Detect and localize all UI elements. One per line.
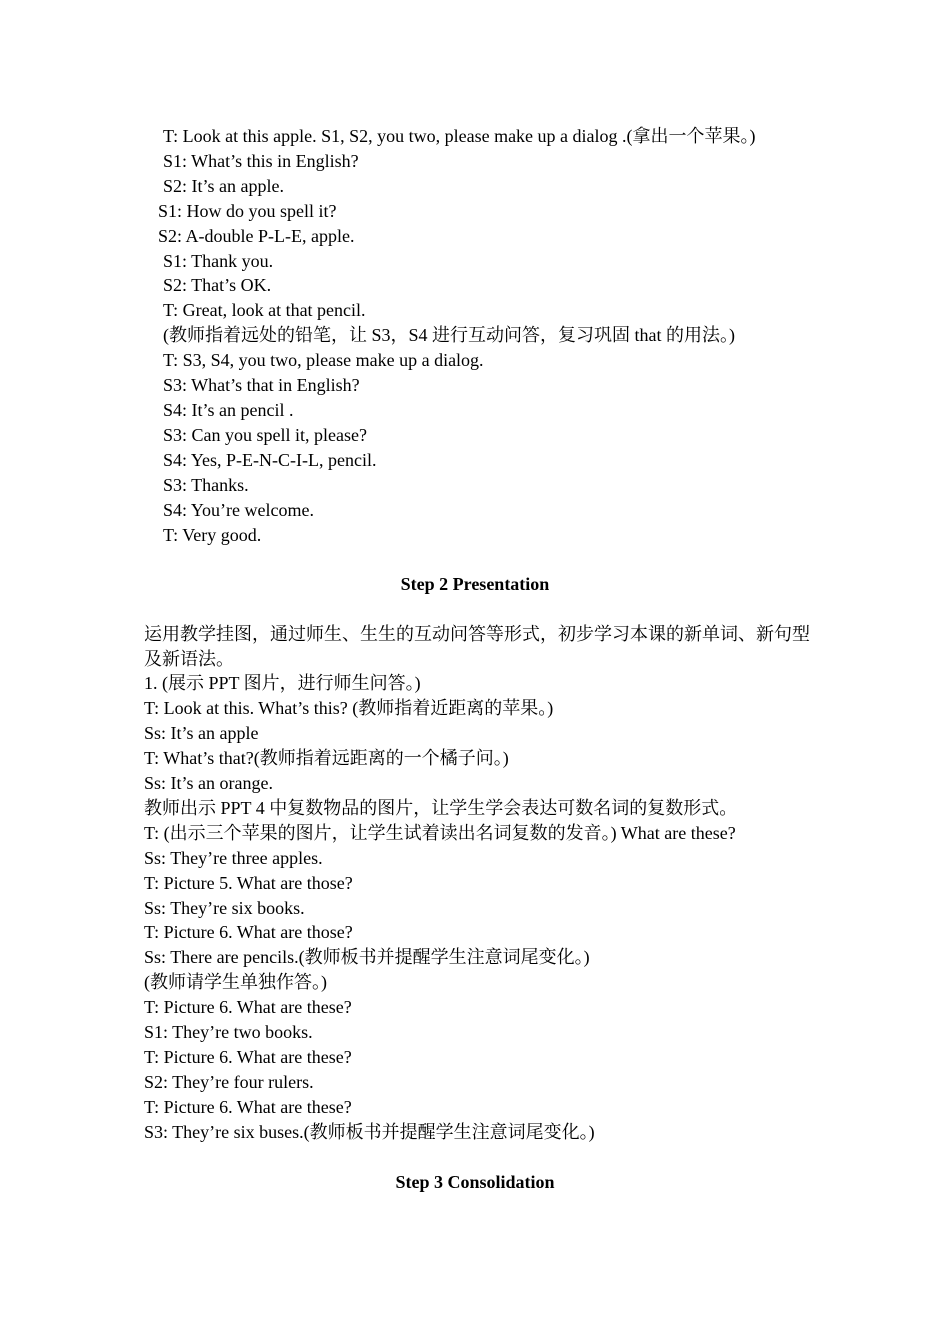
dialog-line: T: Look at this apple. S1, S2, you two, please make up a dialog .(拿出一个苹果。) <box>163 126 756 146</box>
dialog-line: S2: It’s an apple. <box>163 176 284 196</box>
intro-paragraph: 运用教学挂图，通过师生、生生的互动问答等形式，初步学习本课的新单词、新句型及新语法。 <box>144 624 810 669</box>
step2-line: 1. (展示 PPT 图片，进行师生问答。) <box>144 673 421 693</box>
dialog-line: S3: Can you spell it, please? <box>163 425 367 445</box>
step2-line: S1: They’re two books. <box>144 1022 313 1042</box>
dialog-line: S4: You’re welcome. <box>163 500 314 520</box>
dialog-line: S2: A-double P-L-E, apple. <box>158 226 355 246</box>
step2-line: Ss: They’re six books. <box>144 898 305 918</box>
step2-line: Ss: They’re three apples. <box>144 848 323 868</box>
step2-line: T: What’s that?(教师指着远距离的一个橘子问。) <box>144 748 509 768</box>
step2-line: Ss: There are pencils.(教师板书并提醒学生注意词尾变化。) <box>144 947 590 967</box>
section-heading-step2: Step 2 Presentation <box>400 574 550 594</box>
dialog-line: S2: That’s OK. <box>163 275 272 295</box>
step2-line: T: Look at this. What’s this? (教师指着近距离的苹果。) <box>144 698 554 718</box>
step2-line: Ss: It’s an orange. <box>144 773 273 793</box>
step2-line: 教师出示 PPT 4 中复数物品的图片，让学生学会表达可数名词的复数形式。 <box>144 798 738 818</box>
step2-line: (教师请学生单独作答。) <box>144 972 327 992</box>
dialog-line: T: S3, S4, you two, please make up a dialog. <box>163 350 484 370</box>
dialog-line: (教师指着远处的铅笔，让 S3，S4 进行互动问答，复习巩固 that 的用法。) <box>163 325 735 345</box>
step2-line: Ss: It’s an apple <box>144 723 259 743</box>
section-heading-step3: Step 3 Consolidation <box>395 1172 555 1192</box>
step2-line: S3: They’re six buses.(教师板书并提醒学生注意词尾变化。) <box>144 1122 595 1142</box>
dialog-line: S1: Thank you. <box>163 251 274 271</box>
step2-line: T: Picture 6. What are those? <box>144 922 353 942</box>
step2-line: T: Picture 6. What are these? <box>144 997 352 1017</box>
dialog-line: S3: What’s that in English? <box>163 375 360 395</box>
dialog-line: S4: It’s an pencil . <box>163 400 294 420</box>
dialog-line: S3: Thanks. <box>163 475 249 495</box>
dialog-line: S4: Yes, P-E-N-C-I-L, pencil. <box>163 450 377 470</box>
step2-line: S2: They’re four rulers. <box>144 1072 314 1092</box>
step2-line: T: Picture 6. What are these? <box>144 1047 352 1067</box>
dialog-line: S1: What’s this in English? <box>163 151 359 171</box>
dialog-line: S1: How do you spell it? <box>158 201 337 221</box>
step2-line: T: (出示三个苹果的图片，让学生试着读出名词复数的发音。) What are these? <box>144 823 736 843</box>
step2-line: T: Picture 5. What are those? <box>144 873 353 893</box>
dialog-line: T: Very good. <box>163 525 262 545</box>
dialog-line: T: Great, look at that pencil. <box>163 300 366 320</box>
step2-line: T: Picture 6. What are these? <box>144 1097 352 1117</box>
